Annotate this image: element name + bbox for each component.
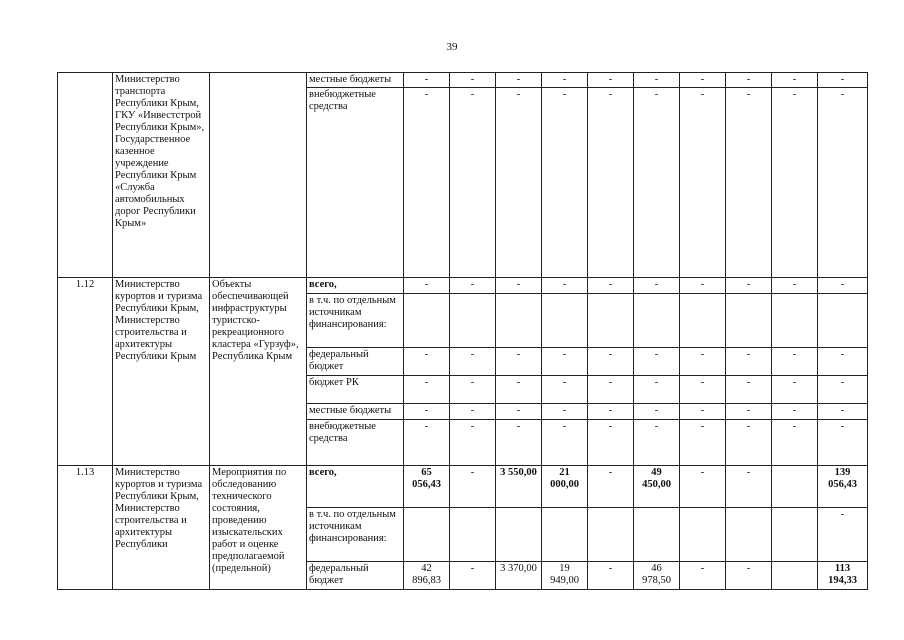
budget-table xyxy=(57,72,868,590)
value-cell: - xyxy=(588,420,634,466)
executor-cell: Министерство курортов и туризма Республики Крым, Министерство строительства и архитектуры Республики Крым xyxy=(113,278,210,466)
source-label: внебюджетные средства xyxy=(307,88,404,278)
source-label: в т.ч. по отдельным источникам финансирования: xyxy=(307,294,404,348)
value-cell: - xyxy=(818,376,868,404)
value-cell: - xyxy=(634,376,680,404)
value-cell: - xyxy=(588,466,634,508)
value-cell: - xyxy=(588,376,634,404)
value-cell: 3 550,00 xyxy=(496,466,542,508)
value-cell: - xyxy=(404,348,450,376)
value-cell: - xyxy=(680,466,726,508)
source-label: местные бюджеты xyxy=(307,73,404,88)
value-cell: - xyxy=(404,420,450,466)
value-cell: - xyxy=(542,88,588,278)
value-cell xyxy=(772,562,818,590)
value-cell: - xyxy=(588,73,634,88)
value-cell: - xyxy=(818,420,868,466)
value-cell: - xyxy=(772,73,818,88)
value-cell: - xyxy=(772,278,818,294)
value-cell: - xyxy=(680,376,726,404)
source-label: федеральный бюджет xyxy=(307,562,404,590)
value-cell: - xyxy=(450,420,496,466)
value-cell xyxy=(772,466,818,508)
source-label: местные бюджеты xyxy=(307,404,404,420)
value-cell: - xyxy=(450,278,496,294)
page-number: 39 xyxy=(446,41,458,53)
row-number-cell: 1.12 xyxy=(58,278,113,466)
value-cell: 21 000,00 xyxy=(542,466,588,508)
value-cell: - xyxy=(772,376,818,404)
value-cell: - xyxy=(680,404,726,420)
value-cell: - xyxy=(496,278,542,294)
object-cell: Объекты обеспечивающей инфраструктуры туристско-рекреационного кластера «Гурзуф», Республика Крым xyxy=(210,278,307,466)
value-cell: 3 370,00 xyxy=(496,562,542,590)
table-row xyxy=(58,73,868,88)
source-label: всего, xyxy=(307,466,404,508)
value-cell: - xyxy=(680,348,726,376)
value-cell: - xyxy=(726,73,772,88)
value-cell: - xyxy=(496,404,542,420)
value-cell: - xyxy=(450,466,496,508)
value-cell: - xyxy=(772,420,818,466)
value-cell: - xyxy=(588,348,634,376)
value-cell: - xyxy=(588,562,634,590)
value-cell: - xyxy=(404,88,450,278)
value-cell: - xyxy=(726,278,772,294)
executor-cell: Министерство транспорта Республики Крым, ГКУ «Инвестстрой Республики Крым», Государственное казенное учреждение Республики Крым «Служба автомобильных дорог Республики Крым» xyxy=(113,73,210,278)
value-cell: - xyxy=(634,348,680,376)
value-cell: 49 450,00 xyxy=(634,466,680,508)
value-cell: - xyxy=(680,73,726,88)
value-cell: - xyxy=(818,348,868,376)
value-cell: - xyxy=(496,348,542,376)
value-cell: - xyxy=(404,376,450,404)
source-label: бюджет РК xyxy=(307,376,404,404)
source-label: внебюджетные средства xyxy=(307,420,404,466)
value-cell: - xyxy=(726,404,772,420)
row-number-cell xyxy=(58,73,113,278)
value-cell: 42 896,83 xyxy=(404,562,450,590)
value-cell: - xyxy=(680,562,726,590)
value-cell: - xyxy=(404,278,450,294)
object-cell xyxy=(210,73,307,278)
source-label: всего, xyxy=(307,278,404,294)
source-label: в т.ч. по отдельным источникам финансирования: xyxy=(307,508,404,562)
source-label: федеральный бюджет xyxy=(307,348,404,376)
value-cell: - xyxy=(588,88,634,278)
value-cell: 19 949,00 xyxy=(542,562,588,590)
value-cell: - xyxy=(496,88,542,278)
row-number-cell: 1.13 xyxy=(58,466,113,590)
value-cell: - xyxy=(634,404,680,420)
value-cell: - xyxy=(588,404,634,420)
value-cell: - xyxy=(542,404,588,420)
value-cell: - xyxy=(634,73,680,88)
value-cell: - xyxy=(496,73,542,88)
value-cell: - xyxy=(680,278,726,294)
table-row xyxy=(58,278,868,294)
value-cell: 65 056,43 xyxy=(404,466,450,508)
value-cell: - xyxy=(450,348,496,376)
value-cell: - xyxy=(542,376,588,404)
value-cell: - xyxy=(450,562,496,590)
value-cell: - xyxy=(450,88,496,278)
value-cell: - xyxy=(404,73,450,88)
value-cell: - xyxy=(496,420,542,466)
value-cell: - xyxy=(680,88,726,278)
object-cell: Мероприятия по обследованию технического состояния, проведению изыскательских работ и оценке предполагаемой (предельной) xyxy=(210,466,307,590)
value-cell: - xyxy=(772,88,818,278)
value-cell: - xyxy=(818,73,868,88)
value-cell: 113 194,33 xyxy=(818,562,868,590)
value-cell: - xyxy=(450,376,496,404)
value-cell: - xyxy=(450,404,496,420)
value-cell: - xyxy=(726,88,772,278)
value-cell: - xyxy=(772,348,818,376)
value-cell: - xyxy=(542,420,588,466)
value-cell: 46 978,50 xyxy=(634,562,680,590)
value-cell: - xyxy=(726,348,772,376)
value-cell: - xyxy=(818,508,868,562)
value-cell: - xyxy=(450,73,496,88)
value-cell: - xyxy=(726,562,772,590)
value-cell: - xyxy=(726,466,772,508)
value-cell: - xyxy=(818,404,868,420)
value-cell: - xyxy=(542,278,588,294)
value-cell: - xyxy=(726,376,772,404)
value-cell: - xyxy=(818,278,868,294)
value-cell: - xyxy=(634,278,680,294)
value-cell: - xyxy=(542,73,588,88)
value-cell: - xyxy=(726,420,772,466)
executor-cell: Министерство курортов и туризма Республики Крым, Министерство строительства и архитектуры Республики xyxy=(113,466,210,590)
value-cell: 139 056,43 xyxy=(818,466,868,508)
value-cell: - xyxy=(634,420,680,466)
value-cell: - xyxy=(496,376,542,404)
value-cell: - xyxy=(634,88,680,278)
value-cell: - xyxy=(818,88,868,278)
value-cell: - xyxy=(680,420,726,466)
value-cell: - xyxy=(542,348,588,376)
value-cell: - xyxy=(404,404,450,420)
table-row xyxy=(58,466,868,508)
value-cell: - xyxy=(588,278,634,294)
value-cell: - xyxy=(772,404,818,420)
